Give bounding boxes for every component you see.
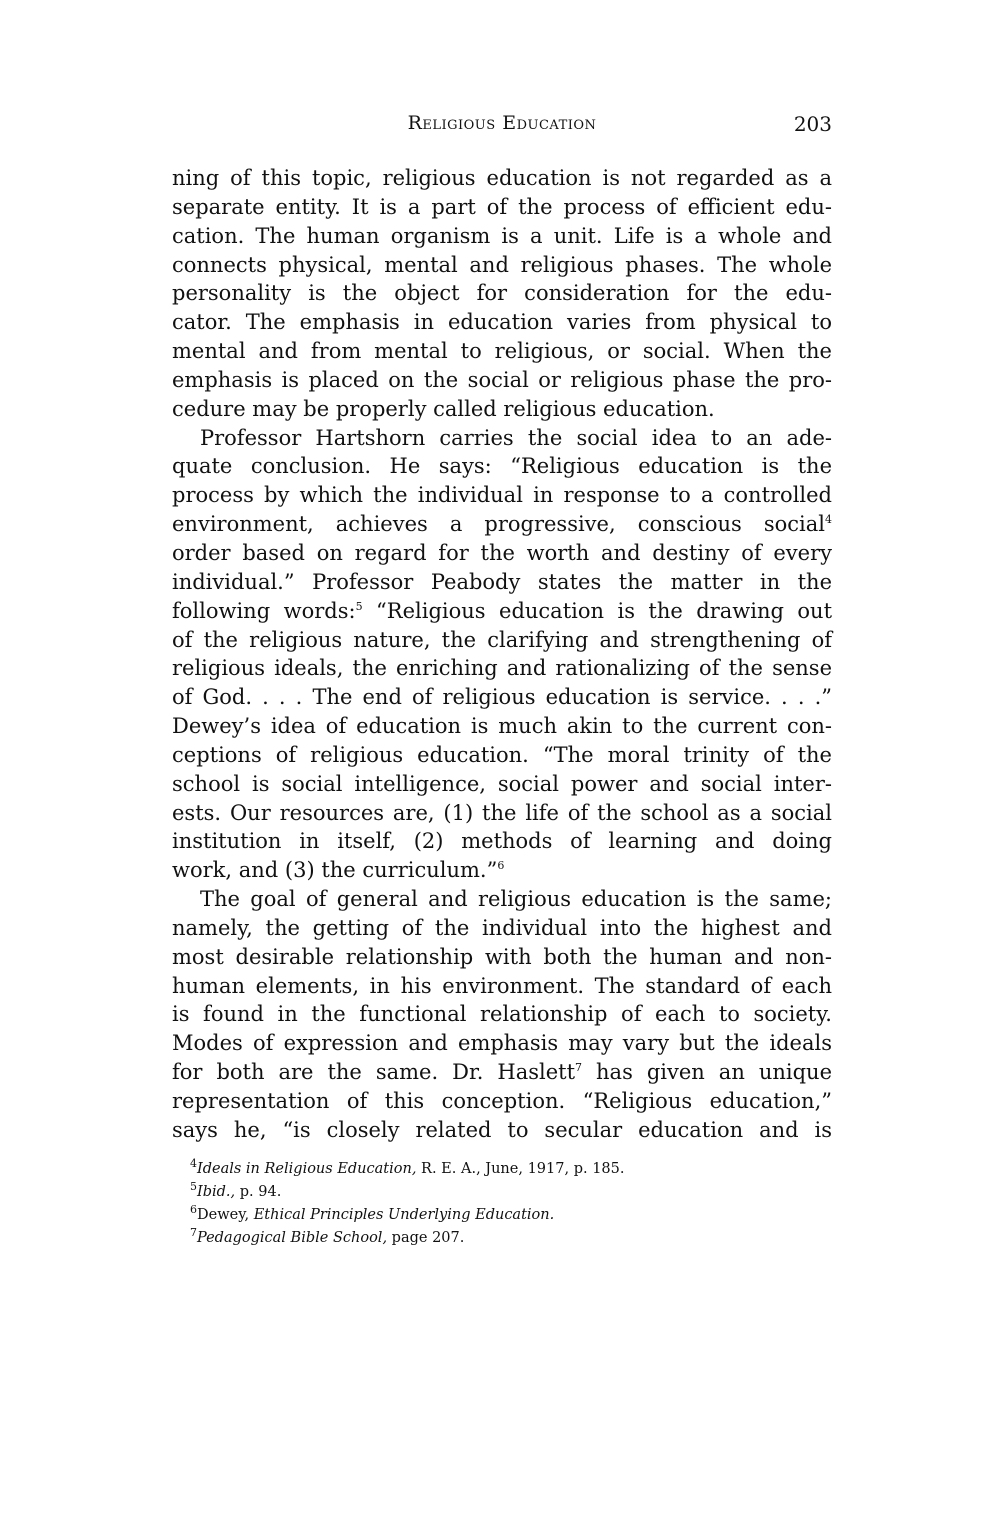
text-line: connects physical, mental and religious phases. The whole [172,252,832,277]
body-text [172,164,832,1145]
text-line: of God. . . . The end of religious education is service. . . .” [172,685,832,710]
text-line: Dewey’s idea of education is much akin to the current con- [172,714,832,739]
page-number: 203 [793,112,832,136]
text-line: human elements, in his environment. The standard of each [172,973,832,998]
text-line: following words:$^5$ “Religious education is the drawing out [172,598,833,623]
text-line: representation of this conception. “Religious education,” [172,1089,832,1113]
text-line: for both are the same. Dr. Haslett$^7$ has given an unique [172,1060,832,1085]
footnote-number: 7 [190,1226,197,1240]
text-line: cedure may be properly called religious education. [172,396,715,421]
footnote-number: 5 [190,1180,197,1194]
text-line: work, and (3) the curriculum.”$^6$ [172,858,505,883]
footnote-number: 6 [190,1203,197,1217]
text-line: emphasis is placed on the social or religious phase the pro- [172,367,832,392]
footnote-citation: page 207. [387,1230,465,1246]
footnote-citation: p. 94. [235,1184,282,1200]
footnote-author: Dewey, [197,1207,254,1223]
text-line: says he, “is closely related to secular education and is [172,1117,832,1142]
text-line: quate conclusion. He says: “Religious education is the [172,454,832,479]
text-line: environment, achieves a progressive, conscious social$^4$ [172,512,832,537]
footnote [190,1204,830,1227]
text-line: Modes of expression and emphasis may vary but the ideals [172,1031,832,1056]
text-line: cator. The emphasis in education varies from physical to [172,310,832,335]
footnote-title: Ethical Principles Underlying Education. [253,1207,555,1223]
footnotes [190,1158,830,1250]
text-line: ning of this topic, religious education is not regarded as a [172,166,832,190]
text-line: of the religious nature, the clarifying and strengthening of [172,627,832,652]
footnote [190,1158,830,1181]
paragraph [172,164,832,424]
text-line: school is social intelligence, social power and social inter- [172,771,832,796]
footnote-ref: 6 [497,859,505,873]
footnote-ref: 5 [355,599,363,613]
paragraph [172,424,832,886]
text-line: institution in itself, (2) methods of learning and doing [172,829,832,854]
text-line: personality is the object for consideration for the edu- [172,281,832,306]
text-line: The goal of general and religious education is the same; [200,887,832,912]
text-line: namely, the getting of the individual into the highest and [172,915,832,940]
footnote-number: 4 [190,1157,197,1171]
text-line: is found in the functional relationship of each to society. [172,1002,832,1027]
text-line: process by which the individual in response to a controlled [172,483,832,508]
text-line: religious ideals, the enriching and rationalizing of the sense [172,656,832,681]
text-line: most desirable relationship with both the human and non- [172,944,832,969]
running-title: Religious Education [407,112,597,134]
paragraph [172,885,832,1145]
text-line: ests. Our resources are, (1) the life of the school as a social [172,800,832,825]
footnote-ref: 4 [825,513,832,527]
footnote [190,1181,830,1204]
text-line: Professor Hartshorn carries the social idea to an ade- [200,425,832,450]
footnote-title: Pedagogical Bible School, [197,1230,388,1246]
footnote-citation: R. E. A., June, 1917, p. 185. [416,1161,625,1177]
text-line: cation. The human organism is a unit. Life is a whole and [172,223,832,248]
footnote-title: Ibid., [197,1184,236,1200]
text-line: order based on regard for the worth and destiny of every [172,540,832,565]
footnote-ref: 7 [575,1061,583,1075]
footnote-title: Ideals in Religious Education, [197,1161,417,1177]
text-line: mental and from mental to religious, or social. When the [172,339,832,364]
footnote [190,1227,830,1250]
text-line: ceptions of religious education. “The moral trinity of the [172,742,832,767]
text-line: separate entity. It is a part of the process of efficient edu- [172,194,832,219]
text-line: individual.” Professor Peabody states the matter in the [172,569,832,594]
page-header [172,112,832,142]
